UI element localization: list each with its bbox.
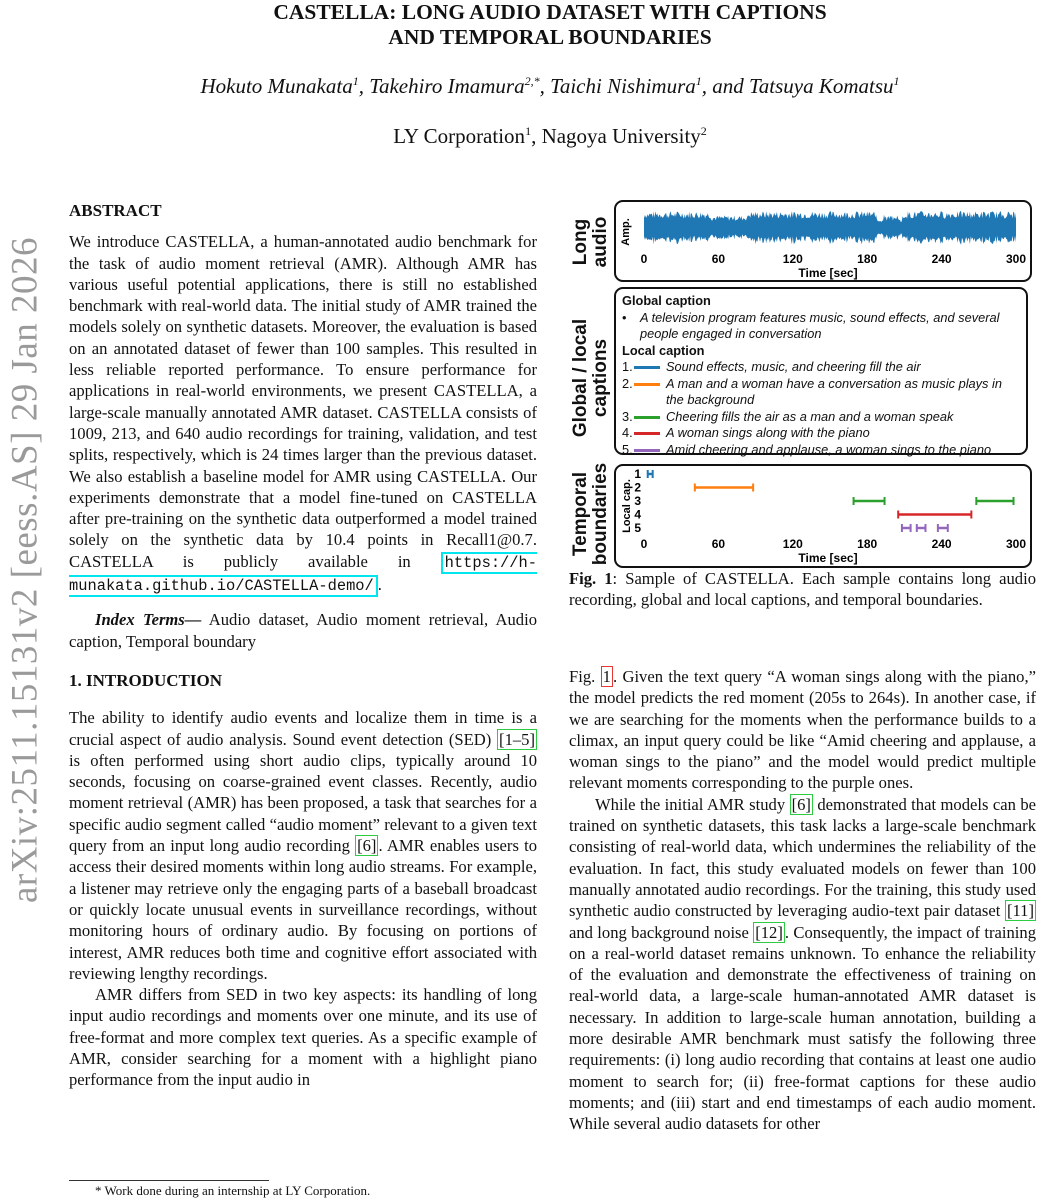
abstract-heading: ABSTRACT [69, 201, 162, 220]
citation-link[interactable]: [12] [755, 922, 783, 942]
index-terms [69, 609, 537, 652]
y-tick-label: 1 [634, 467, 641, 481]
author-1: Hokuto Munakata [200, 74, 353, 98]
affiliation-1: LY Corporation [393, 124, 526, 148]
right-p2-text-d: . Consequently, the impact of training on a real-world dataset remains unknown. To enhance the reliability of the evaluation and demonstrate the effectiveness of training on real-world data, a large-scale human-annotated AMR dataset is necessary. In addition to large-scale human annotation, building a more desirable AMR benchmark must satisfy the following three requirements: (i) long audio recording that contains at least one audio moment to search for; (ii) free-format captions for these audio moments; and (iii) start and end timestamps of each audio moment. While several audio datasets for other [569, 922, 1036, 1134]
arxiv-identifier [0, 190, 50, 950]
interval-bar-3 [976, 497, 1013, 505]
color-swatch [634, 432, 660, 435]
x-tick-label: 180 [857, 252, 878, 266]
waveform-shape [644, 211, 1016, 245]
intro-paragraph-2: AMR differs from SED in two key aspects: its handling of long input audio recordings and moments over one minute, and its use of free-format and more complex text queries. As a specific example of AMR, consider searching for a moment with a highlight piano performance from the input audio in [69, 985, 537, 1090]
local-caption-item [622, 442, 1020, 459]
x-tick-label: 120 [782, 537, 803, 551]
local-caption-item [622, 376, 1020, 409]
intro-heading: 1. INTRODUCTION [69, 670, 223, 690]
color-swatch [634, 449, 660, 452]
local-caption-text: A man and a woman have a conversation as music plays in the background [666, 375, 1002, 407]
interval-bar-4 [898, 511, 971, 519]
row-label-global-local: Global / local [570, 318, 591, 438]
affiliation-1-sup: 1 [525, 124, 532, 138]
figure-label: Fig. 1 [569, 569, 613, 588]
x-tick-label: 240 [931, 252, 952, 266]
local-caption-list [622, 359, 1020, 458]
y-tick-label: 5 [634, 521, 641, 535]
row-label-captions [571, 319, 611, 437]
local-caption-text: Cheering fills the air as a man and a woman speak [666, 408, 954, 424]
x-tick-label: 240 [931, 537, 952, 551]
footnote: * Work done during an internship at LY Corporation. [95, 1183, 371, 1198]
title-line-1: CASTELLA: LONG AUDIO DATASET WITH CAPTIONS [273, 0, 827, 24]
arxiv-id-text: arXiv:2511.15131v2 [eess.AS] 29 Jan 2026 [4, 236, 46, 904]
local-caption-number: 4. [622, 425, 633, 440]
row-label-long-audio [571, 217, 611, 268]
y-tick-label: 3 [634, 494, 641, 508]
affiliation-2-sup: 2 [700, 124, 707, 138]
x-tick-label: 300 [1005, 252, 1027, 266]
boundaries-x-label: Time [sec] [798, 551, 858, 565]
interval-bar-2 [695, 484, 753, 492]
x-tick-label: 0 [640, 537, 648, 551]
waveform-area [644, 211, 1016, 245]
global-caption-row [622, 310, 1020, 343]
figure-caption-text: : Sample of CASTELLA. Each sample contains long audio recording, global and local captions, and temporal boundaries. [569, 569, 1036, 610]
interval-bar-5 [938, 524, 948, 532]
color-swatch [634, 383, 660, 386]
row-label-boundaries: boundaries [590, 462, 611, 566]
figure-1 [565, 198, 1035, 568]
author-4-sup: 1 [893, 74, 900, 88]
intro-p1-text-a: The ability to identify audio events and localize them in time is a crucial aspect of audio analysis. Sound event detection (SED) [69, 708, 537, 749]
intro-p1-text-c: . AMR enables users to access their desired moments within long audio streams. For example, a listener may retrieve only the engaging parts of a baseball broadcast or quickly locate unusual events in surveillance recordings, without monitoring hours of ordinary audio. By focusing on portions of interest, AMR reduces both time and cognitive effort associated with reviewing lengthy recordings. [69, 836, 537, 983]
waveform-x-label: Time [sec] [798, 266, 858, 280]
local-caption-number: 1. [622, 359, 633, 374]
author-3-sup: 1 [695, 74, 702, 88]
x-tick-label: 60 [711, 537, 726, 551]
boundaries-chart [616, 466, 1030, 566]
x-tick-label: 120 [782, 252, 803, 266]
citation-link[interactable]: [1–5] [499, 729, 535, 749]
author-3: Taichi Nishimura [550, 74, 696, 98]
interval-marks [634, 467, 1013, 535]
footnote-rule [69, 1180, 269, 1181]
row-label-temporal-word: Temporal [570, 471, 591, 557]
right-p2-text-b: demonstrated that models can be trained on synthetic datasets, this task lacks a large-scale benchmark consisting of real-world data, which undermines the reliability of the evaluation. In fact, this study evaluated models on fewer than 100 manually annotated audio recordings. For the training, this study used synthetic audio constructed by leveraging audio-text pair dataset [569, 794, 1036, 921]
row-label-audio: audio [590, 216, 611, 268]
row-label-long: Long [570, 218, 591, 266]
author-4: and Tatsuya Komatsu [712, 74, 894, 98]
interval-bar-5 [917, 524, 926, 532]
figure-caption [569, 568, 1036, 611]
right-p1-text-b: . Given the text query “A woman sings along with the piano,” the model predicts the red moment (205s to 264s). In another case, if we are searching for the moments when the performance builds to a climax, an input query could be like “Amid cheering and applause, a woman sings to the piano” and the model would predict multiple relevant moments corresponding to the purple ones. [569, 667, 1036, 793]
interval-bar-5 [902, 524, 911, 532]
right-p2-text-c: and long background noise [569, 922, 754, 942]
local-caption-number: 2. [622, 375, 633, 391]
local-cap-axis-label: Local cap. [621, 479, 633, 533]
waveform-chart [616, 202, 1030, 280]
right-paragraph-1 [569, 666, 1036, 794]
author-1-sup: 1 [352, 74, 359, 88]
local-caption-text: Amid cheering and applause, a woman sings to the piano [666, 441, 992, 457]
local-caption-label: Local caption [622, 342, 705, 358]
demo-url-link[interactable]: https://h-munakata.github.io/CASTELLA-demo/ [69, 553, 537, 596]
affiliations: LY Corporation$^1$, Nagoya University$^2$ [393, 124, 707, 148]
global-caption-text: A television program features music, sound effects, and several people engaged in conversation [640, 309, 1000, 341]
x-tick-label: 60 [711, 252, 726, 266]
right-p1-text-a: Fig. [569, 667, 601, 686]
interval-bar-1 [648, 470, 653, 478]
local-caption-item [622, 359, 1020, 376]
global-caption-label: Global caption [622, 293, 711, 308]
abstract-text [69, 231, 537, 597]
local-caption-item [622, 409, 1020, 426]
citation-link[interactable]: [11] [1006, 901, 1034, 921]
index-terms-text: Audio dataset, Audio moment retrieval, Audio caption, Temporal boundary [69, 610, 538, 651]
x-tick-label: 180 [857, 537, 878, 551]
local-caption-item [622, 425, 1020, 442]
author-2: Takehiro Imamura [369, 74, 525, 98]
abstract-end: . [377, 575, 382, 595]
abstract-body: We introduce CASTELLA, a human-annotated audio benchmark for the task of audio moment retrieval (AMR). Although AMR has various useful potential applications, there is still no established benchmark with real-world data. The initial study of AMR trained the models solely on synthetic datasets. Moreover, the evaluation is based on an annotated dataset of fewer than 100 samples. This resulted in less reliable reported performance. To ensure performance for applications in real-world environments, we present CASTELLA, a large-scale manually annotated AMR dataset. CASTELLA consists of 1009, 213, and 640 audio recordings for training, validation, and test splits, respectively, which is 24 times larger than the previous dataset. We also establish a baseline model for AMR using CASTELLA. Our experiments demonstrate that a model fine-tuned on CASTELLA after pre-training on the synthetic data outperformed a model trained solely on the synthetic data by 10.4 points in Recall1@0.7. CASTELLA is publicly available in [69, 232, 537, 571]
local-caption-number: 5. [622, 441, 633, 457]
amp-axis-label: Amp. [620, 218, 632, 246]
y-tick-label: 2 [634, 480, 641, 495]
right-column [569, 666, 1036, 1135]
local-caption-number: 3. [622, 408, 633, 424]
x-tick-label: 300 [1005, 537, 1027, 551]
author-2-sup: 2,* [524, 74, 540, 88]
boundaries-x-ticks [641, 537, 1027, 551]
right-p2-text-a: While the initial AMR study [595, 794, 790, 814]
citation-link[interactable]: [6] [791, 794, 811, 814]
figure-ref-link[interactable]: 1 [602, 667, 611, 686]
row-label-captions-word: captions [590, 338, 611, 418]
index-terms-label: Index Terms— [95, 610, 202, 630]
color-swatch [634, 416, 660, 419]
affiliation-2: Nagoya University [541, 124, 701, 148]
intro-paragraph-1 [69, 707, 537, 984]
intro-p1-text-b: is often performed using short audio clips, typically around 10 seconds, focusing on coarse-grained event classes. Recently, audio moment retrieval (AMR) has been proposed, a task that searches for a specific audio segment called “audio moment” relevant to a given text query from an input long audio recording [69, 750, 537, 856]
y-tick-label: 4 [634, 507, 641, 522]
left-column [69, 200, 537, 1091]
title-line-2: AND TEMPORAL BOUNDARIES [388, 25, 712, 49]
global-caption-bullet: • [622, 309, 627, 325]
author-list: Hokuto Munakata$^1$, Takehiro Imamura$^{2,*}$, Taichi Nishimura$^1$, and Tatsuya Komatsu$^1$ [200, 74, 900, 98]
captions-panel [614, 287, 1028, 455]
waveform-x-ticks [641, 252, 1027, 266]
right-paragraph-2 [569, 794, 1036, 1135]
boundaries-panel [614, 464, 1032, 568]
waveform-panel [614, 200, 1032, 282]
x-tick-label: 0 [640, 252, 648, 266]
interval-bar-3 [854, 497, 885, 505]
local-caption-text: A woman sings along with the piano [666, 425, 870, 440]
local-caption-text: Sound effects, music, and cheering fill the air [666, 359, 921, 374]
paper-title [110, 0, 990, 50]
row-label-temporal [571, 463, 611, 565]
citation-link[interactable]: [6] [357, 836, 377, 856]
color-swatch [634, 366, 660, 369]
